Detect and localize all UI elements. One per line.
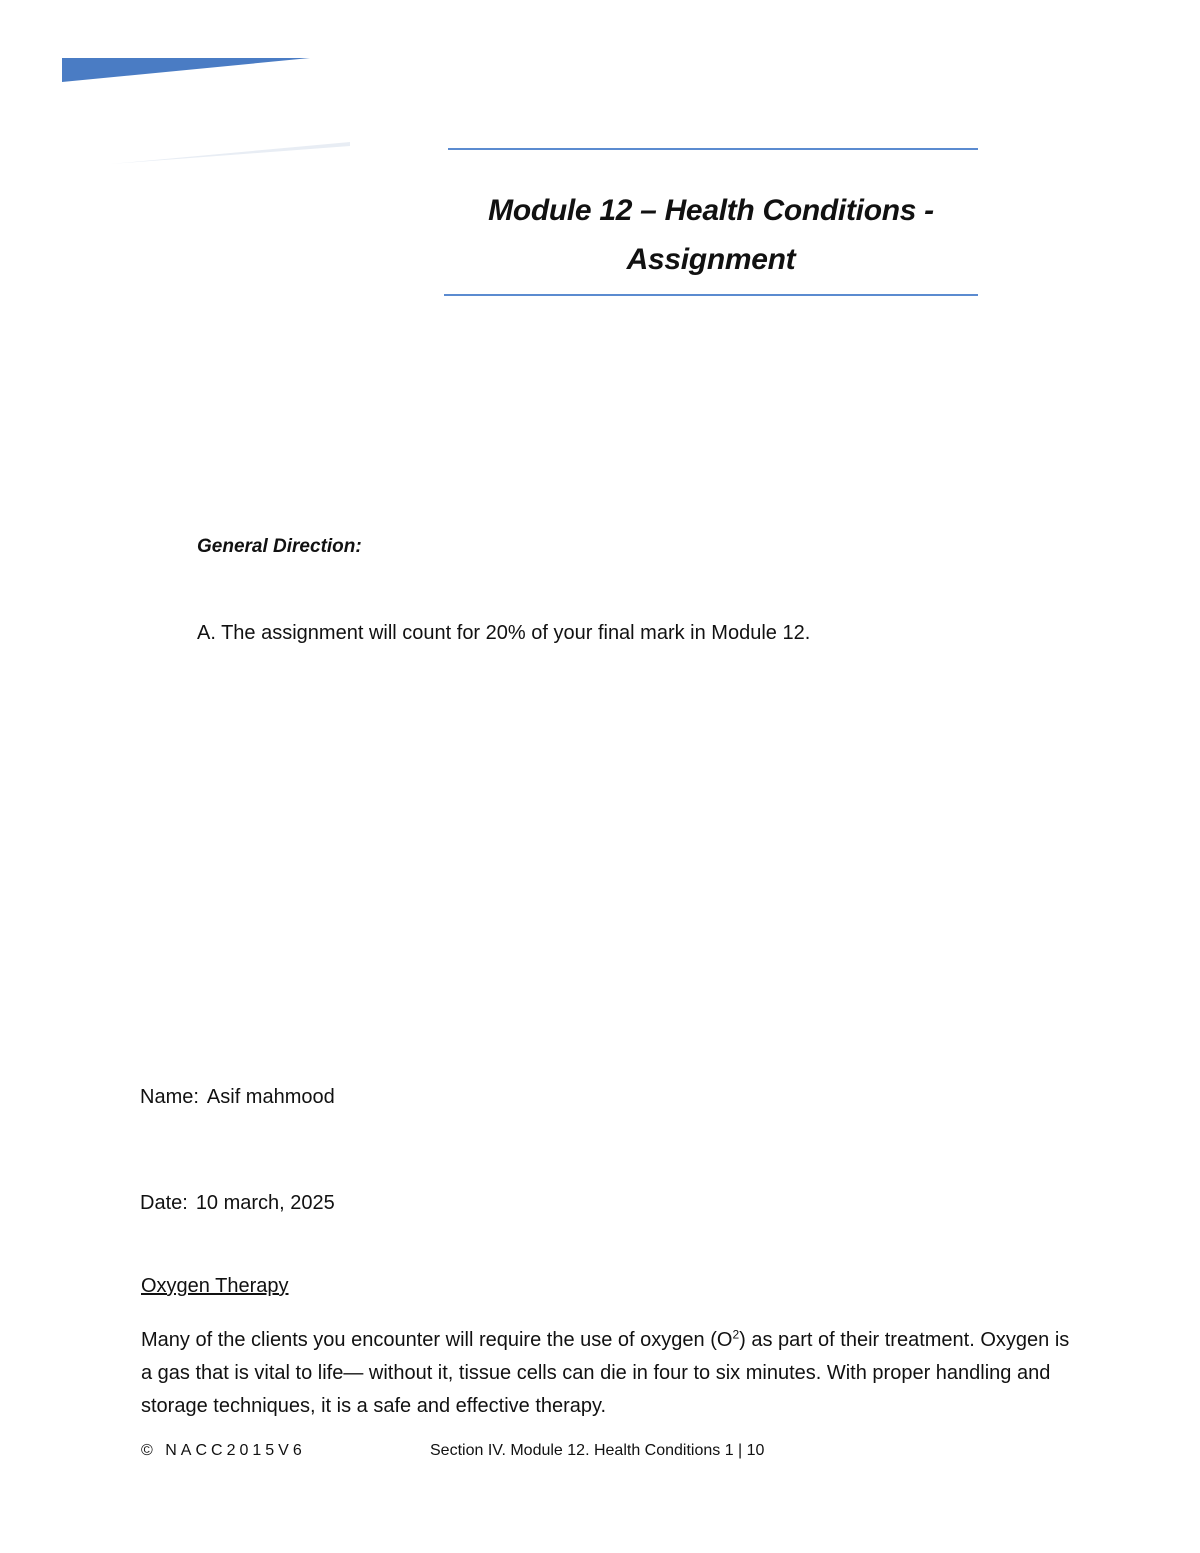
body-part-1: Many of the clients you encounter will require the use of oxygen (O xyxy=(141,1329,733,1351)
title-block xyxy=(444,148,978,296)
name-value: Asif mahmood xyxy=(206,1086,335,1108)
section-heading: Oxygen Therapy xyxy=(141,1275,289,1297)
name-label: Name: xyxy=(140,1086,199,1108)
date-label: Date: xyxy=(140,1192,188,1214)
section-body xyxy=(141,1324,1071,1423)
footer-copyright: © NACC2015V6 xyxy=(141,1442,306,1459)
title-line-1: Module 12 – Health Conditions - xyxy=(488,194,934,227)
date-value: 10 march, 2025 xyxy=(195,1192,335,1214)
header-banner-graphic xyxy=(60,54,360,174)
footer-section-label: Section IV. Module 12. Health Conditions 1 | 10 xyxy=(430,1442,765,1459)
name-field xyxy=(140,1086,335,1109)
blue-banner-shape xyxy=(62,58,310,82)
general-direction-label: General Direction: xyxy=(197,536,362,557)
body-superscript: 2 xyxy=(732,1327,740,1342)
page-title xyxy=(444,150,978,294)
date-field xyxy=(140,1192,335,1215)
title-bottom-rule xyxy=(444,294,978,296)
faded-banner-shape xyxy=(110,142,350,164)
body-part-2: ) as part of their treatment. Oxygen is a gas that is vital to life— without it, tissue cells can die in four to six minutes. With proper handling and storage techniques, it is a safe and effective therapy. xyxy=(141,1329,1070,1417)
direction-item-a: A. The assignment will count for 20% of your final mark in Module 12. xyxy=(197,622,811,644)
title-line-2: Assignment xyxy=(626,243,796,276)
